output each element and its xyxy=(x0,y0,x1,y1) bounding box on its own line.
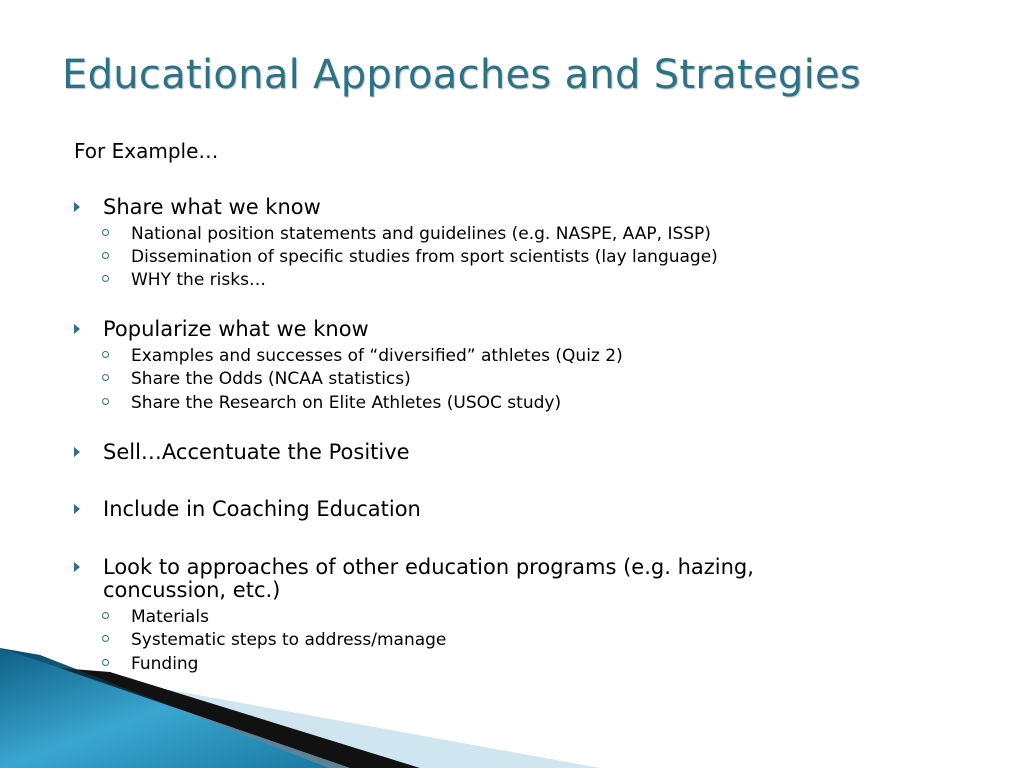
bullet-label: Look to approaches of other education programs (e.g. hazing, concussion, etc.) xyxy=(103,555,754,602)
sub-bullet-ring-icon xyxy=(102,351,109,358)
sub-bullet-label: Funding xyxy=(131,654,199,674)
sub-bullet-label: Share the Odds (NCAA statistics) xyxy=(131,369,411,389)
bullet-label: Sell…Accentuate the Positive xyxy=(103,440,410,464)
bullet-label: Include in Coaching Education xyxy=(103,497,421,521)
sub-bullet-label: Examples and successes of “diversified” athletes (Quiz 2) xyxy=(131,346,623,366)
bullet-arrow-icon xyxy=(74,202,80,212)
bullet-label: Share what we know xyxy=(103,195,321,219)
bullet-arrow-icon xyxy=(74,504,80,514)
sub-bullet-ring-icon xyxy=(102,275,109,282)
sub-bullet-label: National position statements and guidelines (e.g. NASPE, AAP, ISSP) xyxy=(131,224,711,244)
slide-title: Educational Approaches and Strategies xyxy=(62,52,862,98)
sub-bullet-label: Systematic steps to address/manage xyxy=(131,630,447,650)
intro-text: For Example… xyxy=(74,139,219,163)
sub-bullet-label: Materials xyxy=(131,607,209,627)
sub-bullet-ring-icon xyxy=(102,252,109,259)
sub-bullet-label: Dissemination of specific studies from sport scientists (lay language) xyxy=(131,247,718,267)
sub-bullet-label: Share the Research on Elite Athletes (USOC study) xyxy=(131,393,562,413)
sub-bullet-ring-icon xyxy=(102,374,109,381)
bullet-arrow-icon xyxy=(74,447,80,457)
bullet-label: Popularize what we know xyxy=(103,317,369,341)
sub-bullet-ring-icon xyxy=(102,635,109,642)
sub-bullet-ring-icon xyxy=(102,229,109,236)
sub-bullet-ring-icon xyxy=(102,398,109,405)
sub-bullet-label: WHY the risks… xyxy=(131,270,266,290)
sub-bullet-ring-icon xyxy=(102,612,109,619)
bullet-arrow-icon xyxy=(74,324,80,334)
bullet-arrow-icon xyxy=(74,562,80,572)
sub-bullet-ring-icon xyxy=(102,659,109,666)
